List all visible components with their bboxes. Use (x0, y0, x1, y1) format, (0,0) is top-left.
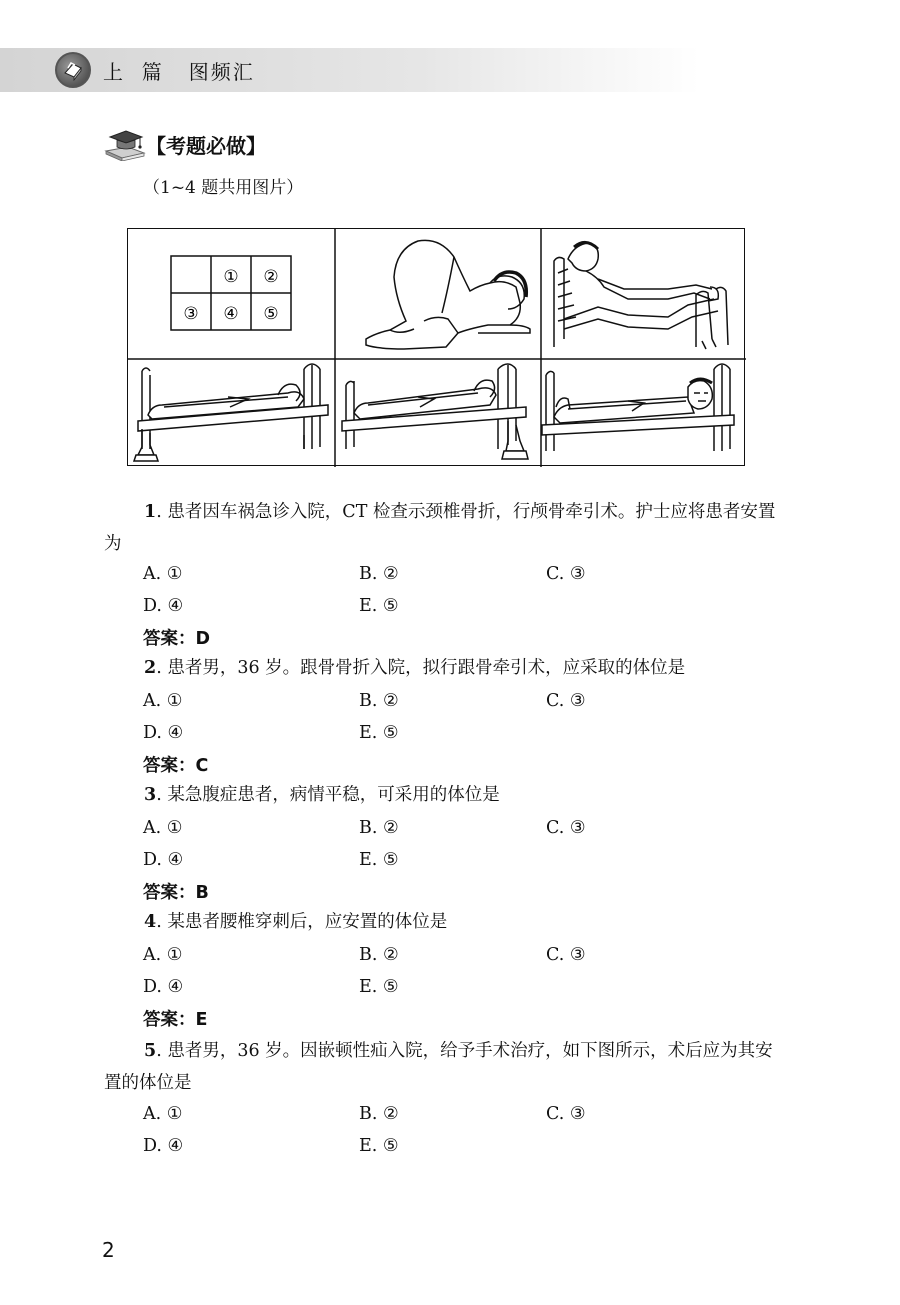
supine-position-illustration (542, 364, 734, 451)
grid-label-1: ① (223, 267, 239, 287)
question-5-option-b: B. ② (359, 1104, 399, 1124)
page-header-title: 上 篇 图频汇 (103, 60, 255, 84)
graduation-cap-book-icon (104, 127, 146, 165)
question-2-number: 2 (144, 658, 157, 678)
page-number: 2 (102, 1238, 115, 1262)
question-2-option-d: D. ④ (143, 723, 184, 743)
figure-illustrations (128, 229, 746, 467)
supine-head-raised-illustration (342, 364, 528, 459)
question-4-option-c: C. ③ (546, 945, 586, 965)
position-figure-grid (127, 228, 745, 466)
question-2-stem: . 患者男，36 岁。跟骨骨折入院，拟行跟骨牵引术，应采取的体位是 (156, 658, 686, 678)
question-4-number: 4 (144, 912, 157, 932)
question-4-answer: 答案：E (143, 1010, 208, 1030)
question-3-number: 3 (144, 785, 157, 805)
question-3-option-c: C. ③ (546, 818, 586, 838)
question-3-answer: 答案：B (143, 883, 209, 903)
shared-figure-note: （1~4 题共用图片） (143, 178, 304, 198)
question-4-option-e: E. ⑤ (359, 977, 399, 997)
question-2-answer: 答案：C (143, 756, 209, 776)
question-1-stem: . 患者因车祸急诊入院，CT 检查示颈椎骨折，行颅骨牵引术。护士应将患者安置为 (104, 502, 776, 554)
question-1-option-e: E. ⑤ (359, 596, 399, 616)
question-5-option-a: A. ① (143, 1104, 183, 1124)
knee-chest-position-illustration (366, 240, 530, 349)
question-3-stem: . 某急腹症患者，病情平稳，可采用的体位是 (156, 785, 500, 805)
question-1-option-b: B. ② (359, 564, 399, 584)
question-5-option-e: E. ⑤ (359, 1136, 399, 1156)
question-1-text (104, 496, 784, 560)
question-3-option-e: E. ⑤ (359, 850, 399, 870)
fowler-position-bed-illustration (554, 242, 728, 349)
grid-label-3: ③ (183, 304, 199, 324)
question-5-number: 5 (144, 1041, 157, 1061)
question-2-text (104, 652, 784, 684)
question-5-stem: . 患者男，36 岁。因嵌顿性疝入院，给予手术治疗，如下图所示，术后应为其安置的体位是 (104, 1041, 773, 1093)
question-2-option-c: C. ③ (546, 691, 586, 711)
question-5-option-c: C. ③ (546, 1104, 586, 1124)
question-4-stem: . 某患者腰椎穿刺后，应安置的体位是 (156, 912, 448, 932)
question-1-number: 1 (144, 502, 157, 522)
grid-label-4: ④ (223, 304, 239, 324)
question-1-answer: 答案：D (143, 629, 211, 649)
grid-label-2: ② (263, 267, 279, 287)
grid-label-5: ⑤ (263, 304, 279, 324)
question-3-option-a: A. ① (143, 818, 183, 838)
question-2-option-a: A. ① (143, 691, 183, 711)
question-4-option-b: B. ② (359, 945, 399, 965)
question-3-option-d: D. ④ (143, 850, 184, 870)
question-5-text (104, 1035, 784, 1099)
section-title: 【考题必做】 (146, 134, 266, 158)
book-logo-icon (55, 52, 91, 88)
question-3-option-b: B. ② (359, 818, 399, 838)
question-1-option-d: D. ④ (143, 596, 184, 616)
trendelenburg-position-illustration (134, 364, 328, 461)
question-5-option-d: D. ④ (143, 1136, 184, 1156)
question-4-option-a: A. ① (143, 945, 183, 965)
question-3-text (104, 779, 784, 811)
question-4-text (104, 906, 784, 938)
question-2-option-b: B. ② (359, 691, 399, 711)
question-1-option-c: C. ③ (546, 564, 586, 584)
question-2-option-e: E. ⑤ (359, 723, 399, 743)
question-4-option-d: D. ④ (143, 977, 184, 997)
question-1-option-a: A. ① (143, 564, 183, 584)
